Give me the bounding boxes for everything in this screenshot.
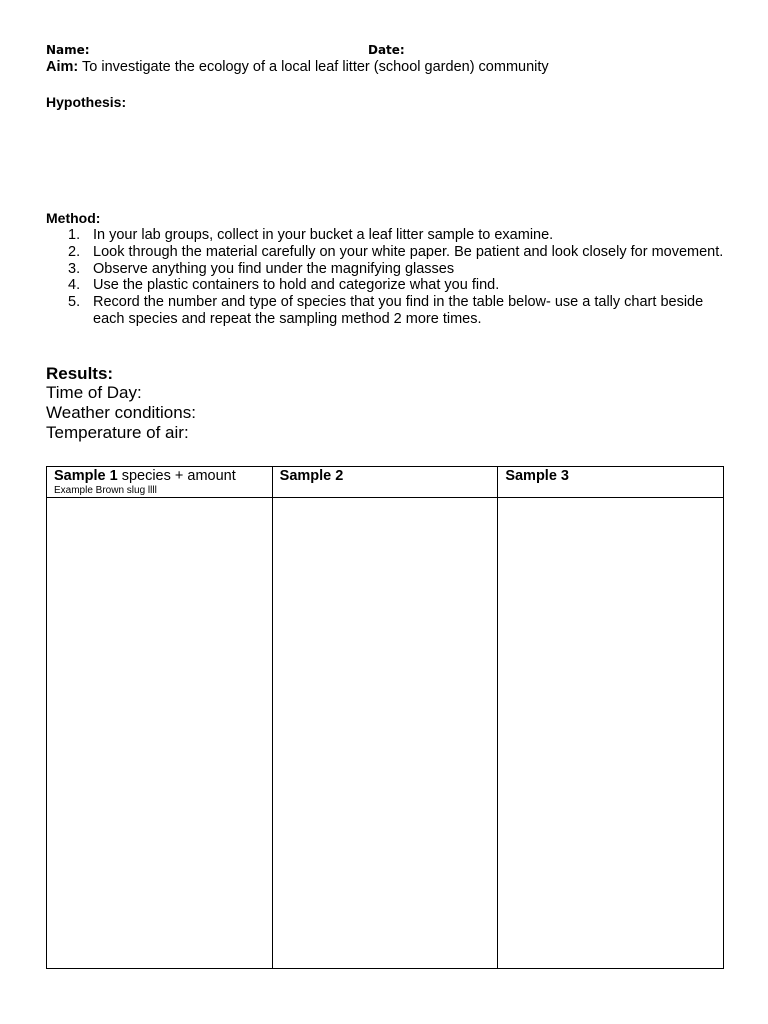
sample-3-title: Sample 3 [505, 468, 569, 484]
step-text: Use the plastic containers to hold and categorize what you find. [93, 277, 500, 294]
hypothesis-label: Hypothesis: [46, 94, 127, 110]
sample-3-cell[interactable] [498, 498, 724, 969]
step-number: 4. [68, 277, 81, 294]
aim-line [46, 59, 549, 75]
step-text: Observe anything you find under the magnifying glasses [93, 260, 455, 277]
sample-1-header [47, 467, 273, 498]
aim-label: Aim: [46, 59, 79, 75]
sample-1-title: Sample 1 [54, 468, 118, 484]
date-label: Date: [368, 43, 405, 57]
method-step [46, 261, 726, 278]
sample-1-subtitle: species + amount [117, 468, 236, 484]
sample-1-cell[interactable] [47, 498, 273, 969]
weather-conditions-label: Weather conditions: [46, 403, 196, 422]
method-label: Method: [46, 210, 101, 226]
table-row [47, 498, 724, 969]
sample-1-example: Example Brown slug llll [54, 485, 157, 496]
air-temperature-label: Temperature of air: [46, 423, 189, 442]
step-text: Record the number and type of species that you find in the table below- use a tally chart beside each species and repeat the sampling method 2 more times. [93, 294, 704, 327]
method-step [46, 294, 726, 328]
name-label: Name: [46, 43, 90, 57]
aim-text: To investigate the ecology of a local leaf litter (school garden) community [78, 59, 549, 75]
step-text: In your lab groups, collect in your bucket a leaf litter sample to examine. [93, 227, 554, 243]
step-number: 1. [68, 227, 81, 243]
table-header-row [47, 467, 724, 498]
method-step [46, 244, 726, 261]
method-steps-list [46, 227, 726, 328]
sample-2-cell[interactable] [272, 498, 498, 969]
step-number: 2. [68, 243, 81, 260]
sample-2-title: Sample 2 [279, 468, 344, 484]
step-number: 3. [68, 260, 81, 277]
sample-2-header [272, 467, 498, 498]
method-step [46, 227, 726, 244]
method-step [46, 277, 726, 294]
samples-table [46, 466, 724, 969]
step-text: Look through the material carefully on your white paper. Be patient and look closely for movement. [93, 243, 724, 260]
sample-3-header [498, 467, 724, 498]
step-number: 5. [68, 294, 81, 311]
results-title: Results: [46, 364, 114, 383]
time-of-day-label: Time of Day: [46, 383, 142, 402]
